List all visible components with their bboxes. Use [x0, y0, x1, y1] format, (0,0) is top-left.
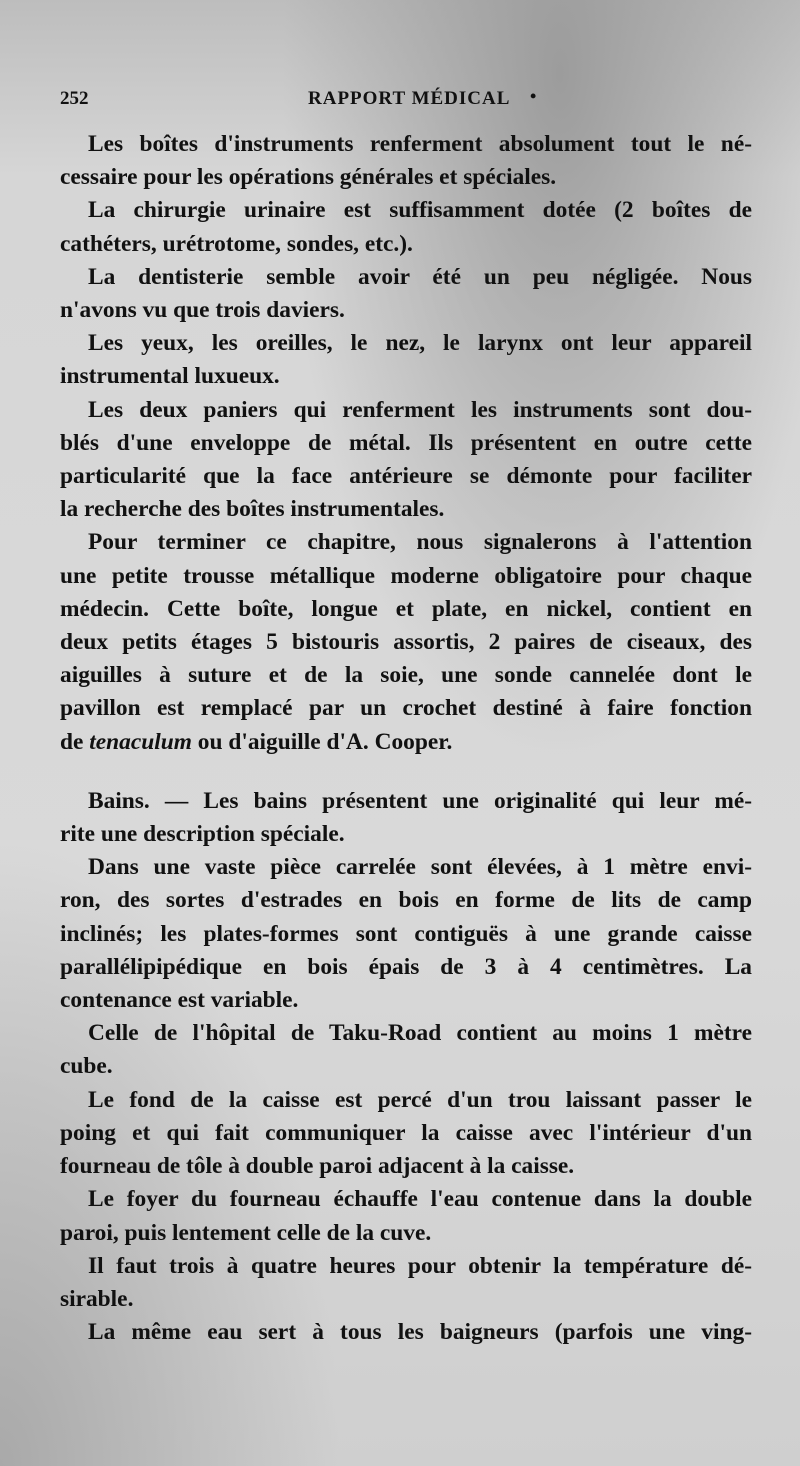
text-line: aiguilles à suture et de la soie, une sonde cannelée dont le [60, 662, 752, 689]
text-run: — Les bains présentent une originalité qui leur mé- [149, 787, 752, 814]
text-line: cessaire pour les opérations générales et spéciales. [60, 164, 557, 191]
text-run: de [60, 728, 90, 755]
paragraph-gap [60, 759, 752, 785]
text-line: cathéters, urétrotome, sondes, etc.). [60, 230, 413, 257]
section-heading-line [60, 785, 752, 818]
text-line: poing et qui fait communiquer la caisse avec l'intérieur d'un [60, 1119, 752, 1146]
text-line: sirable. [60, 1285, 134, 1312]
text-line: deux petits étages 5 bistouris assortis, 2 paires de ciseaux, des [60, 629, 752, 656]
text-line: inclinés; les plates-formes sont contiguës à une grande caisse [60, 920, 752, 947]
text-line: Il faut trois à quatre heures pour obtenir la température dé- [88, 1252, 752, 1279]
text-line: Les yeux, les oreilles, le nez, le larynx ont leur appareil [88, 330, 752, 357]
text-line: Dans une vaste pièce carrelée sont élevées, à 1 mètre envi- [88, 854, 752, 881]
text-line: La chirurgie urinaire est suffisamment dotée (2 boîtes de [88, 197, 752, 224]
section-heading: Bains. [88, 787, 150, 814]
text-line: rite une description spéciale. [60, 821, 345, 848]
text-line: ron, des sortes d'estrades en bois en forme de lits de camp [60, 887, 752, 914]
text-line-tenaculum [60, 726, 752, 759]
text-line: Celle de l'hôpital de Taku-Road contient au moins 1 mètre [88, 1020, 752, 1047]
text-line: pavillon est remplacé par un crochet destiné à faire fonction [60, 695, 752, 722]
text-line: cube. [60, 1053, 113, 1080]
text-line: Les deux paniers qui renferment les instruments sont dou- [88, 396, 752, 423]
italic-term: tenaculum [89, 728, 192, 755]
text-line: parallélipipédique en bois épais de 3 à 4 centimètres. La [60, 953, 752, 980]
header-mark: • [530, 86, 537, 106]
text-line: paroi, puis lentement celle de la cuve. [60, 1219, 432, 1246]
text-run: ou d'aiguille d'A. Cooper. [191, 728, 453, 755]
running-head: RAPPORT MÉDICAL [308, 88, 511, 109]
text-line: médecin. Cette boîte, longue et plate, en nickel, contient en [60, 595, 752, 622]
text-line: particularité que la face antérieure se démonte pour faciliter [60, 463, 752, 490]
page-header [60, 88, 760, 118]
page-number: 252 [60, 88, 89, 109]
text-line: blés d'une enveloppe de métal. Ils présentent en outre cette [60, 429, 752, 456]
text-line: Pour terminer ce chapitre, nous signalerons à l'attention [88, 529, 752, 556]
text-line: Le fond de la caisse est percé d'un trou laissant passer le [88, 1086, 752, 1113]
text-line: Le foyer du fourneau échauffe l'eau contenue dans la double [88, 1186, 752, 1213]
text-line: fourneau de tôle à double paroi adjacent à la caisse. [60, 1153, 575, 1180]
text-line: contenance est variable. [60, 987, 299, 1014]
body-text [60, 128, 752, 1349]
text-line: la recherche des boîtes instrumentales. [60, 496, 445, 523]
text-line: La dentisterie semble avoir été un peu négligée. Nous [88, 263, 752, 290]
text-line: n'avons vu que trois daviers. [60, 297, 345, 324]
text-line: instrumental luxueux. [60, 363, 280, 390]
text-line: une petite trousse métallique moderne obligatoire pour chaque [60, 562, 752, 589]
text-line: Les boîtes d'instruments renferment absolument tout le né- [88, 131, 752, 157]
text-line: La même eau sert à tous les baigneurs (parfois une ving- [88, 1319, 752, 1346]
